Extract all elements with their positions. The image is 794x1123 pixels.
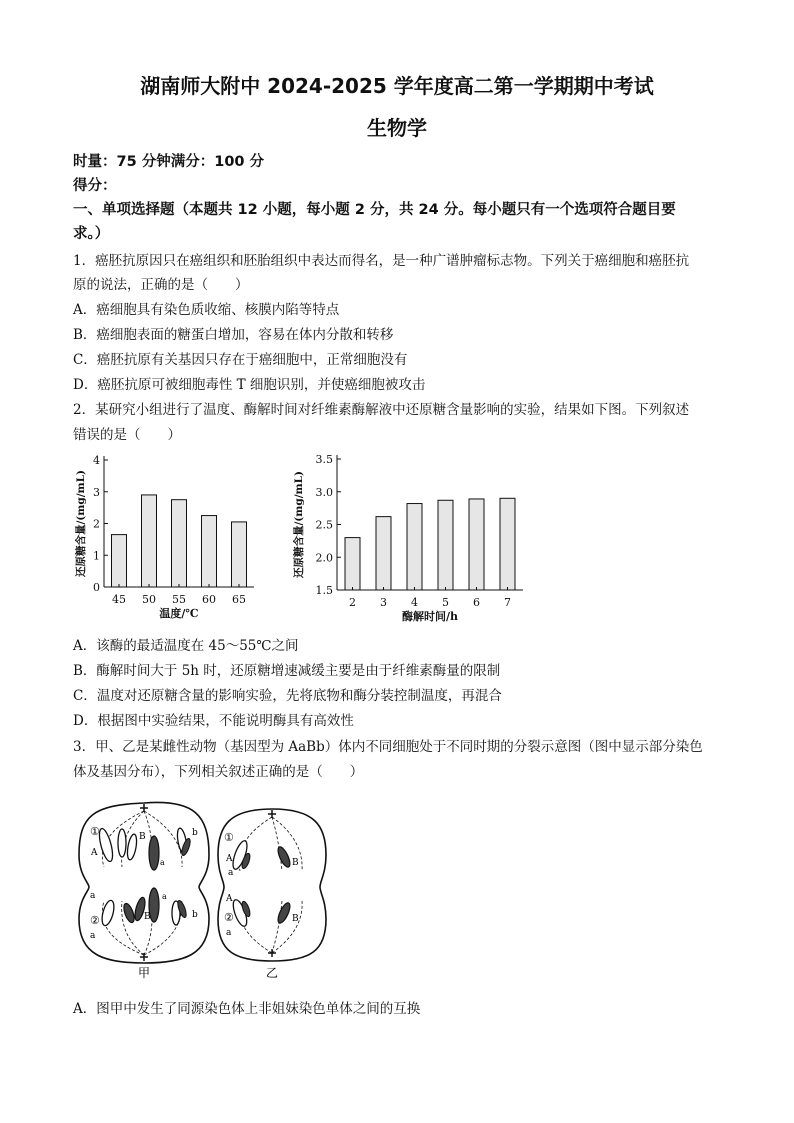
bar (469, 499, 484, 590)
y-tick-label: 3.5 (315, 453, 333, 466)
y-axis-label: 还原糖含量/(mg/mL) (293, 470, 305, 579)
x-tick-label: 5 (442, 596, 449, 609)
q2-option-b: B．酶解时间大于 5h 时，还原糖增速减缓主要是由于纤维素酶量的限制 (73, 663, 501, 679)
cell-label-yi: 乙 (266, 966, 279, 980)
bar (232, 522, 247, 587)
label-mark1-yi: ① (224, 831, 234, 844)
svg-text:a: a (90, 891, 96, 901)
label-mark2-jia: ② (90, 914, 100, 927)
q2-option-a: A．该酶的最适温度在 45～55℃之间 (73, 638, 299, 654)
q1-option-a: A．癌细胞具有染色质收缩、核膜内陷等特点 (73, 302, 340, 318)
svg-text:B: B (139, 832, 146, 842)
time-score-line: 时量：75 分钟满分：100 分 (73, 154, 265, 170)
cell-division-figure (74, 795, 334, 980)
y-tick-label: 3.0 (315, 485, 333, 499)
exam-title: 湖南师大附中 2024-2025 学年度高二第一学期期中考试 (140, 74, 654, 98)
q1-option-b: B．癌细胞表面的糖蛋白增加，容易在体内分散和转移 (73, 327, 394, 343)
bar (112, 535, 127, 587)
x-tick-label: 60 (202, 593, 216, 606)
y-tick-label: 2.5 (315, 518, 333, 532)
section-heading-line1: 一、单项选择题（本题共 12 小题，每小题 2 分，共 24 分。每小题只有一个选项符合题目要 (73, 202, 676, 218)
q2-option-c: C．温度对还原糖含量的影响实验，先将底物和酶分装控制温度，再混合 (73, 688, 502, 704)
bar (202, 516, 217, 587)
bar (376, 517, 391, 590)
bar (500, 498, 515, 590)
q2-stem-line2: 错误的是（ ） (73, 427, 181, 443)
bar (345, 538, 360, 590)
x-tick-label: 65 (232, 593, 246, 606)
q2-option-d: D．根据图中实验结果，不能说明酶具有高效性 (73, 713, 354, 729)
svg-text:a: a (228, 868, 234, 878)
label-mark2-yi: ② (224, 911, 234, 924)
svg-text:B: B (292, 858, 299, 868)
cell-label-jia: 甲 (138, 966, 151, 980)
bar (438, 500, 453, 590)
q1-option-c: C．癌胚抗原有关基因只存在于癌细胞中，正常细胞没有 (73, 352, 408, 368)
q1-stem-line1: 1．癌胚抗原因只在癌组织和胚胎组织中表达而得名，是一种广谱肿瘤标志物。下列关于癌细胞和癌胚抗 (73, 253, 690, 269)
y-tick-label: 1 (93, 549, 100, 563)
y-tick-label: 2 (93, 517, 100, 531)
q3-option-a: A．图甲中发生了同源染色体上非姐妹染色单体之间的互换 (73, 1001, 421, 1017)
svg-text:a: a (90, 931, 96, 941)
x-tick-label: 50 (142, 593, 156, 606)
cell-yi-outline (218, 809, 326, 961)
y-tick-label: 0 (93, 581, 100, 594)
bar (172, 500, 187, 587)
y-tick-label: 3 (93, 485, 100, 499)
svg-text:B: B (144, 912, 151, 922)
x-tick-label: 2 (349, 596, 356, 609)
x-axis-label: 酶解时间/h (401, 610, 459, 623)
q1-stem-line2: 原的说法，正确的是（ ） (73, 277, 249, 293)
bar (407, 504, 422, 590)
subject-title: 生物学 (367, 116, 427, 140)
y-axis-label: 还原糖含量/(mg/mL) (75, 469, 87, 578)
y-tick-label: 4 (93, 454, 100, 467)
time-bar-chart (292, 450, 537, 625)
q2-stem-line1: 2．某研究小组进行了温度、酶解时间对纤维素酶解液中还原糖含量影响的实验，结果如下图。下列叙述 (73, 402, 690, 418)
score-line: 得分： (73, 178, 117, 194)
y-tick-label: 1.5 (315, 584, 333, 597)
x-axis-label: 温度/℃ (159, 607, 199, 620)
q3-stem-line1: 3．甲、乙是某雌性动物（基因型为 AaBb）体内不同细胞处于不同时期的分裂示意图（图中显示部分染色 (73, 739, 703, 755)
x-tick-label: 4 (411, 596, 418, 609)
svg-text:a: a (162, 892, 167, 901)
svg-text:A: A (226, 894, 233, 904)
svg-text:B: B (292, 914, 299, 924)
q3-stem-line2: 体及基因分布），下列相关叙述正确的是（ ） (73, 764, 364, 780)
svg-text:A: A (91, 848, 98, 858)
svg-text:a: a (160, 858, 165, 867)
svg-text:A: A (226, 854, 233, 864)
x-tick-label: 55 (172, 593, 186, 606)
svg-text:b: b (192, 828, 198, 838)
cell-yi-spindle (239, 817, 302, 953)
temperature-bar-chart (74, 452, 274, 622)
x-tick-label: 45 (112, 593, 126, 606)
x-tick-label: 3 (380, 596, 387, 609)
section-heading-line2: 求。） (73, 226, 110, 242)
bar (142, 495, 157, 587)
label-mark1-jia: ① (90, 825, 100, 838)
y-tick-label: 2.0 (315, 551, 333, 565)
svg-text:a: a (226, 928, 232, 938)
x-tick-label: 7 (504, 596, 511, 609)
q1-option-d: D．癌胚抗原可被细胞毒性 T 细胞识别，并使癌细胞被攻击 (73, 377, 426, 393)
svg-text:b: b (192, 910, 198, 920)
x-tick-label: 6 (473, 596, 480, 609)
